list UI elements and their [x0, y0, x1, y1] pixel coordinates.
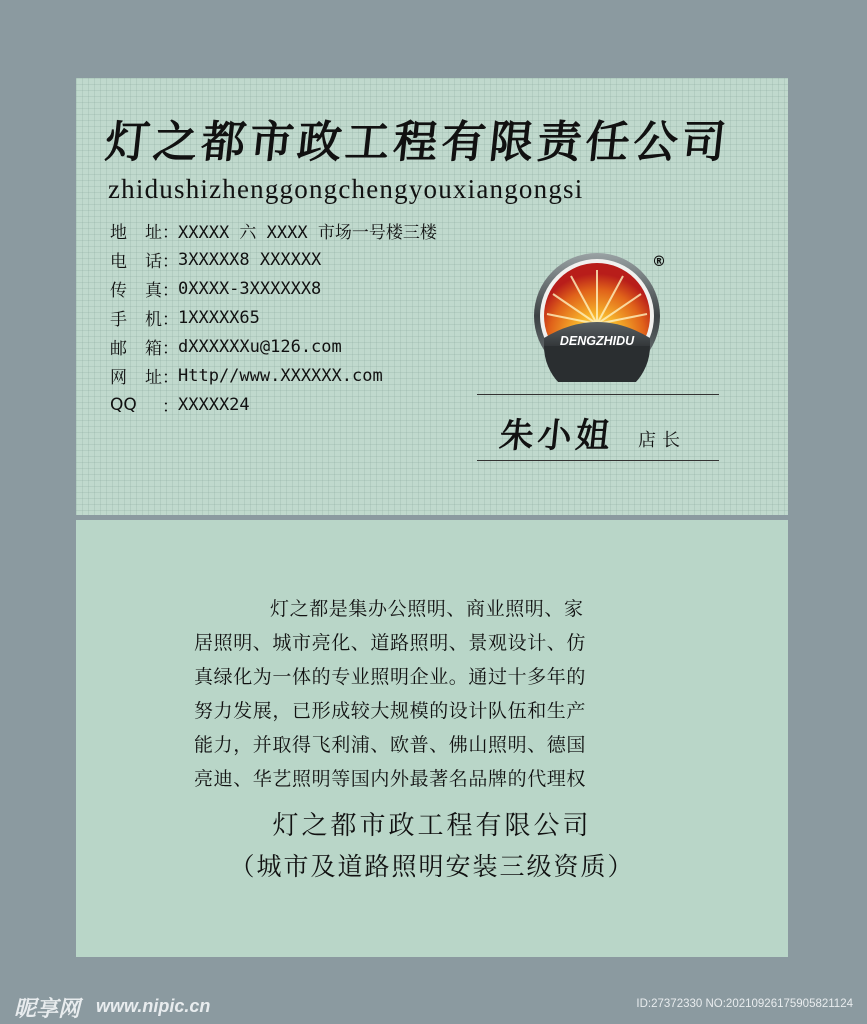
contact-list	[110, 216, 437, 419]
contact-row-address	[110, 216, 437, 245]
contact-label: 传真	[110, 281, 162, 301]
divider-top	[477, 394, 719, 395]
business-card-back	[76, 520, 788, 957]
contact-label: 地址	[110, 223, 162, 243]
back-company-name: 灯之都市政工程有限公司	[272, 811, 592, 841]
company-pinyin: zhidushizhenggongchengyouxiangongsi	[108, 174, 584, 204]
contact-label: 手机	[110, 310, 162, 330]
contact-colon: ：	[162, 368, 179, 388]
contact-colon: ：	[162, 281, 179, 301]
contact-value: XXXXX24	[178, 394, 250, 415]
person-name: 朱小姐	[497, 416, 616, 456]
contact-colon: ：	[162, 252, 179, 272]
contact-row-mobile	[110, 303, 437, 332]
intro-line: 努力发展，已形成较大规模的设计队伍和生产	[194, 700, 587, 722]
watermark-image-id: ID:27372330 NO:20210926175905821124	[636, 998, 853, 1010]
contact-value: 0XXXX-3XXXXXX8	[178, 278, 322, 299]
contact-label: QQ	[110, 394, 137, 415]
intro-line: 真绿化为一体的专业照明企业。通过十多年的	[194, 666, 587, 688]
contact-value: XXXXX 六 XXXX 市场一号楼三楼	[178, 223, 437, 243]
contact-colon: ：	[162, 397, 179, 417]
contact-value: 3XXXXX8 XXXXXX	[178, 249, 322, 270]
intro-line: 亮迪、华艺照明等国内外最著名品牌的代理权	[194, 768, 587, 790]
contact-row-qq	[110, 390, 437, 419]
intro-line: 能力，并取得飞利浦、欧普、佛山照明、德国	[194, 734, 587, 756]
contact-colon: ：	[162, 339, 179, 359]
contact-row-fax	[110, 274, 437, 303]
divider-bottom	[477, 460, 719, 461]
contact-row-email	[110, 332, 437, 361]
contact-value: Http//www.XXXXXX.com	[178, 365, 383, 386]
qualification-text: （城市及道路照明安装三级资质）	[229, 852, 635, 881]
company-intro	[194, 592, 669, 796]
intro-line: 居照明、城市亮化、道路照明、景观设计、仿	[194, 632, 587, 654]
logo-text: DENGZHIDU	[559, 334, 635, 348]
person-title: 店长	[638, 430, 686, 451]
contact-label: 邮箱	[110, 339, 162, 359]
watermark-site-name: 昵享网	[14, 996, 81, 1022]
sun-logo-icon	[531, 250, 663, 382]
registered-mark: ®	[652, 254, 666, 270]
contact-colon: ：	[162, 310, 179, 330]
business-card-front	[76, 78, 788, 515]
contact-row-phone	[110, 245, 437, 274]
intro-line: 灯之都是集办公照明、商业照明、家	[270, 598, 584, 620]
contact-label: 网址	[110, 368, 162, 388]
contact-colon: ：	[162, 223, 179, 243]
contact-label: 电话	[110, 252, 162, 272]
watermark-url: www.nipic.cn	[96, 996, 211, 1016]
company-name: 灯之都市政工程有限责任公司	[102, 117, 733, 168]
contact-row-website	[110, 361, 437, 390]
contact-value: dXXXXXXu@126.com	[178, 336, 342, 357]
contact-value: 1XXXXX65	[178, 307, 260, 328]
